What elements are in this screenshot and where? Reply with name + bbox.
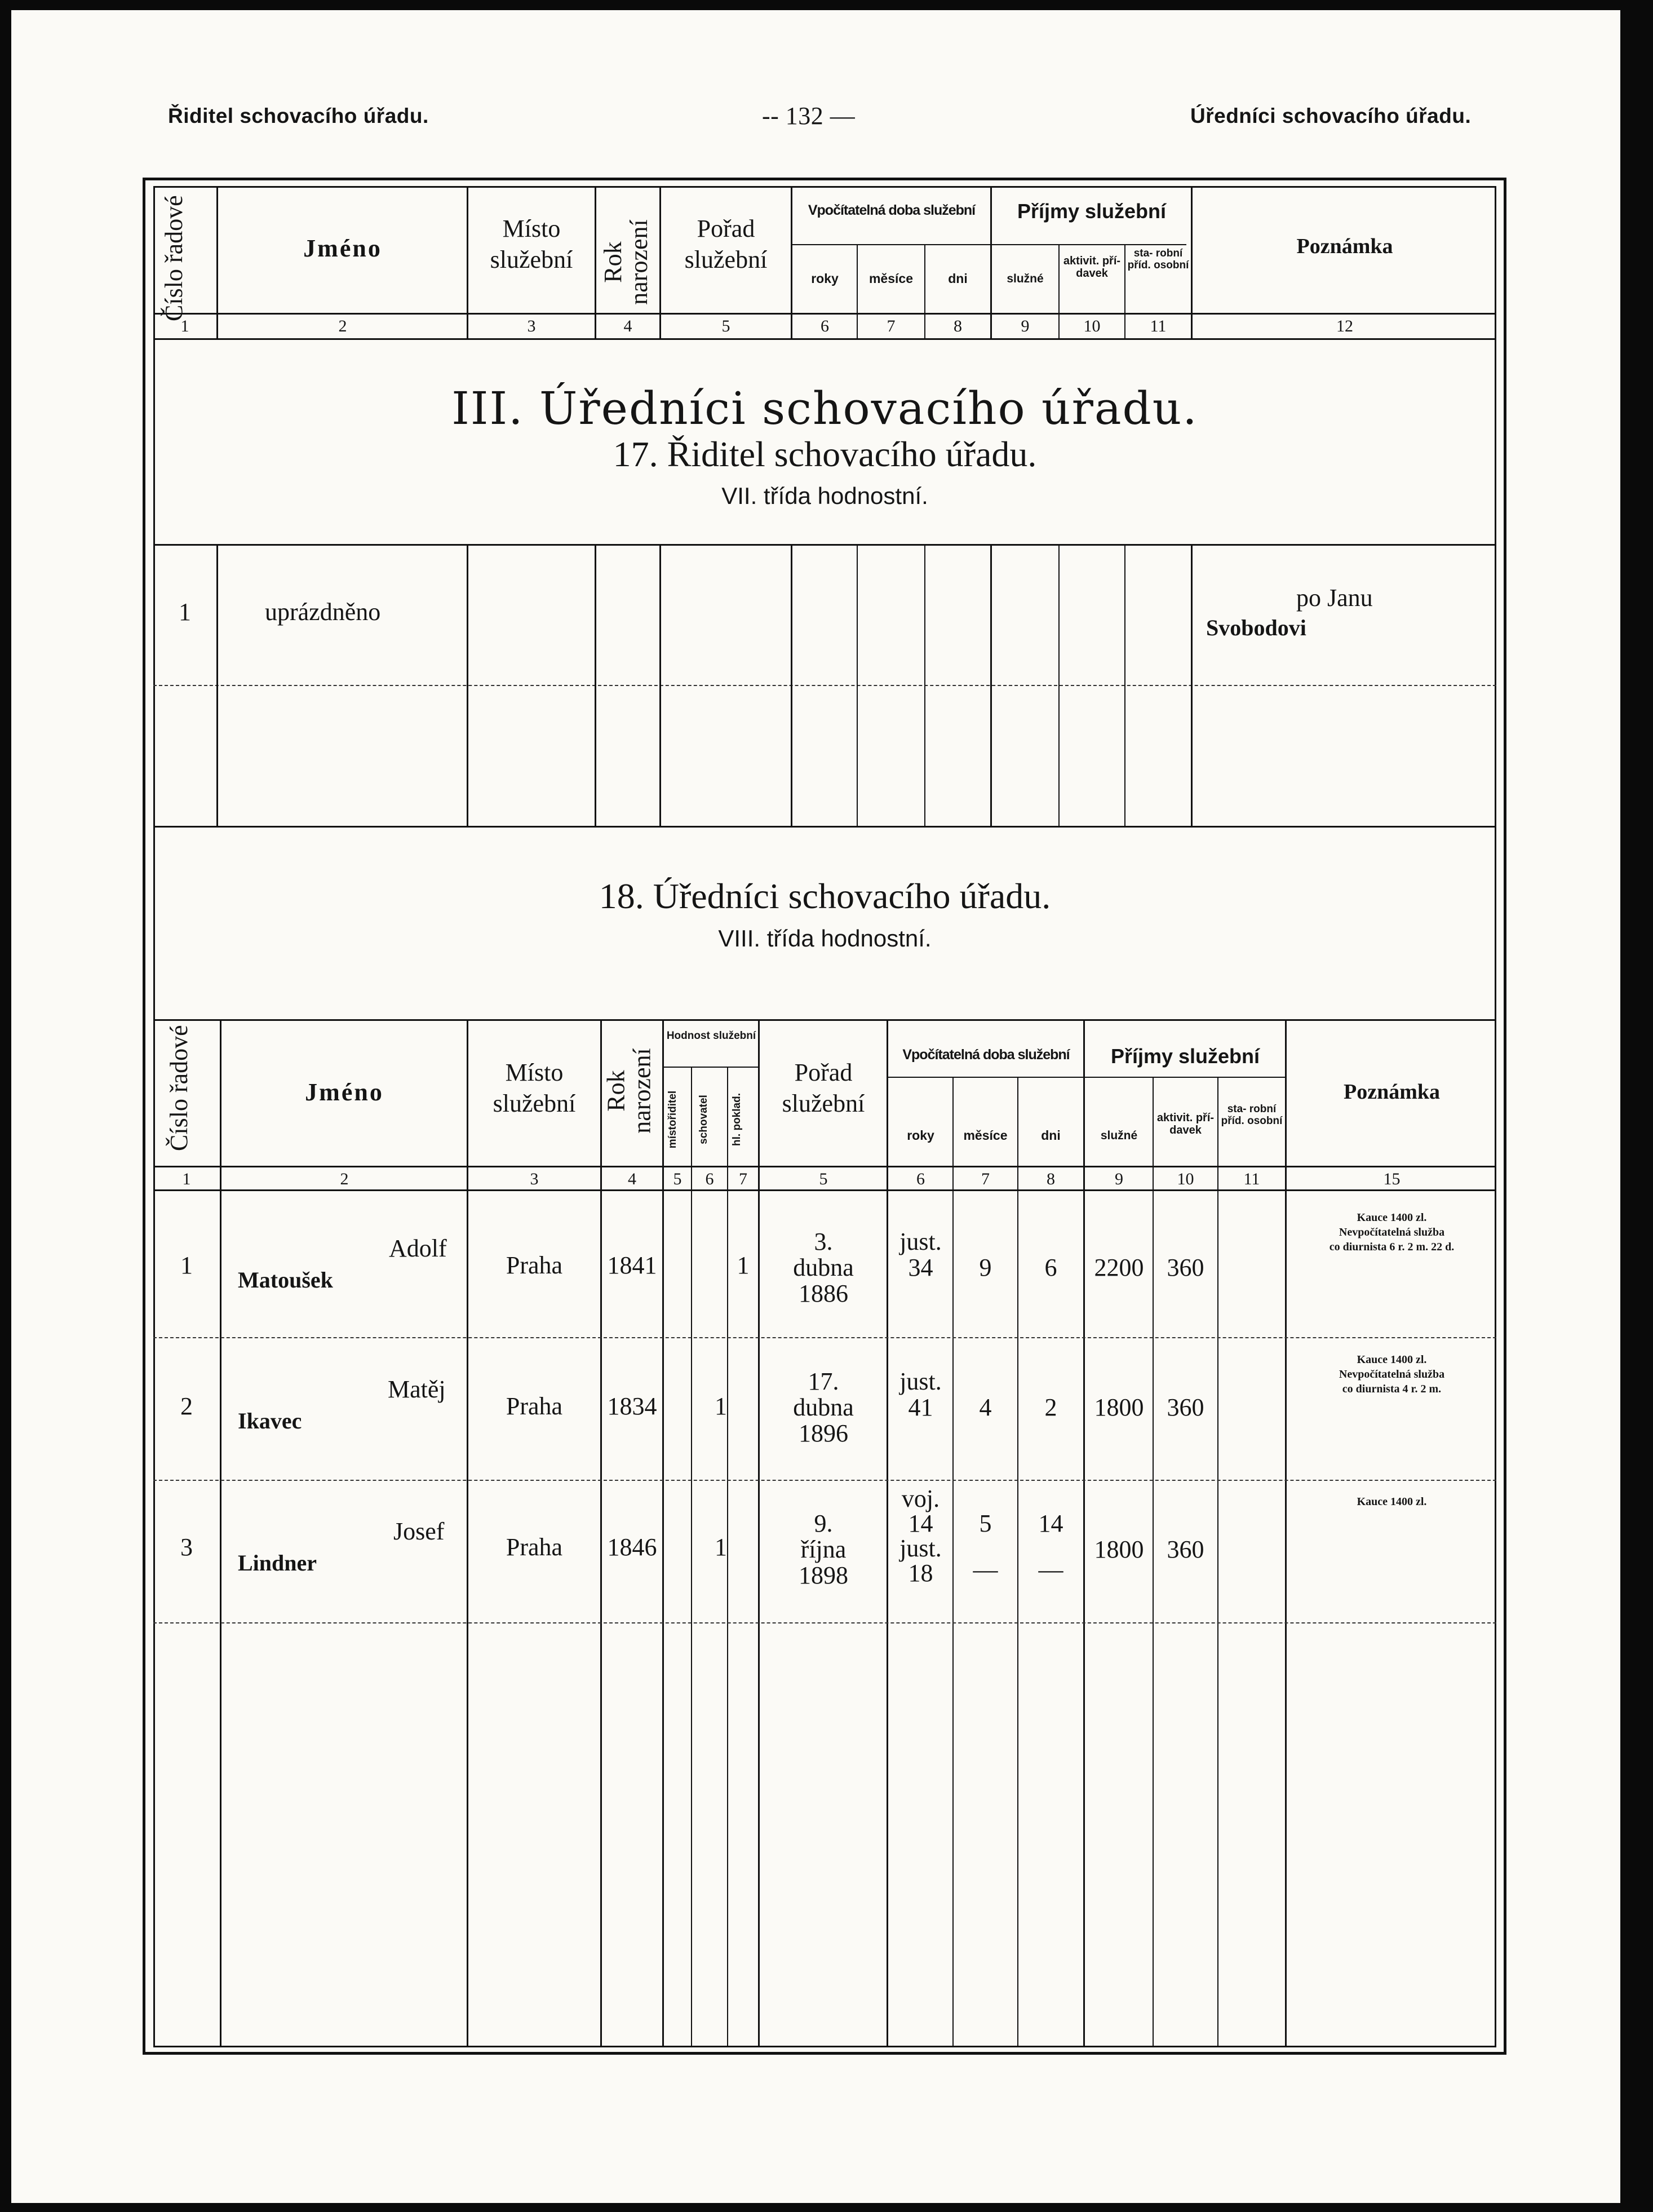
header-dni: dni (948, 271, 968, 286)
header-right: Úředníci schovacího úřadu. (1190, 104, 1472, 127)
row-number: 2 (180, 1392, 193, 1420)
header-poznamka: Poznámka (1296, 235, 1393, 258)
years-value: 41 (908, 1393, 933, 1421)
colnum: 9 (1021, 317, 1030, 335)
years-label: voj. (901, 1485, 940, 1512)
colnum: 5 (721, 317, 730, 335)
colnum: 10 (1177, 1170, 1194, 1188)
subsection-17-class: VII. třída hodnostní. (721, 483, 928, 509)
colnum: 2 (340, 1170, 349, 1188)
years-label: just. (899, 1228, 942, 1255)
colnum: 1 (180, 317, 189, 335)
days: 14 (1038, 1510, 1063, 1537)
place: Praha (506, 1533, 563, 1561)
last-name: Ikavec (238, 1408, 302, 1434)
colnum: 7 (887, 317, 896, 335)
salary: 1800 (1094, 1393, 1144, 1421)
last-name: Lindner (238, 1550, 317, 1576)
place: Praha (506, 1251, 563, 1279)
header-mesice: měsíce (868, 271, 913, 286)
header2-roky: roky (907, 1128, 934, 1143)
months-dash: — (973, 1556, 998, 1583)
vacant-name: uprázdněno (265, 598, 381, 626)
section-title: III. Úředníci schovacího úřadu. (451, 382, 1198, 435)
colnum: 8 (954, 317, 962, 335)
months: 5 (979, 1510, 992, 1537)
note-line: Kauce 1400 zl. (1357, 1211, 1427, 1224)
note-line: Kauce 1400 zl. (1357, 1353, 1427, 1366)
header2-jmeno: Jméno (305, 1078, 384, 1106)
header2-mesice: měsíce (963, 1128, 1008, 1143)
days-dash: — (1038, 1556, 1063, 1583)
first-name: Matěj (388, 1375, 446, 1403)
order-year: 1898 (799, 1561, 848, 1589)
header-misto: Místo služební (490, 215, 573, 273)
header2-hodnost: Hodnost služební (666, 1030, 756, 1042)
subsection-18-class: VIII. třída hodnostní. (718, 925, 932, 952)
header2-doba: Vpočítatelná doba služební (902, 1047, 1070, 1063)
header2-mistoriditel: místořiditel (667, 1090, 679, 1149)
colnum: 11 (1150, 317, 1167, 335)
subsection-17-title: 17. Řiditel schovacího úřadu. (613, 434, 1037, 474)
order-year: 1886 (799, 1280, 848, 1307)
header-left: Řiditel schovacího úřadu. (168, 104, 429, 127)
colnum: 4 (623, 317, 632, 335)
header2-hlpoklad: hl. poklad. (731, 1093, 743, 1146)
header2-misto: Místo služební (493, 1059, 576, 1117)
birth-year: 1846 (607, 1533, 657, 1561)
order-month: října (800, 1536, 847, 1563)
years-label: just. (899, 1368, 942, 1395)
header-cislo: Číslo řadové (160, 195, 188, 321)
rule (792, 244, 1186, 245)
colnum: 11 (1243, 1170, 1260, 1188)
order-month: dubna (793, 1393, 854, 1421)
header2-aktivit: aktivit. pří- davek (1156, 1112, 1215, 1136)
row-number: 1 (180, 1251, 193, 1279)
note-line: Kauce 1400 zl. (1357, 1496, 1427, 1508)
salary: 1800 (1094, 1536, 1144, 1563)
active-allowance: 360 (1167, 1536, 1204, 1563)
last-name: Matoušek (238, 1267, 333, 1293)
colnum: 6 (916, 1170, 925, 1188)
colnum: 4 (628, 1170, 636, 1188)
note-line: Nevpočítatelná služba (1339, 1226, 1445, 1238)
note-line: co diurnista 6 r. 2 m. 22 d. (1329, 1241, 1455, 1253)
subsection-18-title: 18. Úředníci schovacího úřadu. (599, 876, 1051, 916)
days: 2 (1044, 1393, 1057, 1421)
order-day: 9. (814, 1510, 833, 1537)
colnum: 1 (182, 1170, 191, 1188)
years-label: just. (899, 1534, 942, 1562)
rule (153, 338, 1496, 340)
active-allowance: 360 (1167, 1393, 1204, 1421)
first-name: Adolf (389, 1235, 447, 1262)
header2-sluzne: služné (1100, 1129, 1138, 1142)
note-line: co diurnista 4 r. 2 m. (1342, 1383, 1442, 1395)
years-value: 14 (908, 1510, 933, 1537)
header2-prijmy: Příjmy služební (1110, 1045, 1260, 1068)
note-line: Nevpočítatelná služba (1339, 1368, 1445, 1381)
vacant-note-1: po Janu (1296, 584, 1373, 612)
header-doba: Vpočítatelná doba služební (808, 202, 976, 218)
colnum: 8 (1047, 1170, 1055, 1188)
header-porad: Pořad služební (684, 215, 768, 273)
rank-schovatel: 1 (715, 1533, 727, 1561)
row-number: 3 (180, 1533, 193, 1561)
header2-poznamka: Poznámka (1344, 1080, 1440, 1104)
header-sluzne: služné (1007, 272, 1044, 285)
order-day: 17. (808, 1368, 839, 1395)
birth-year: 1841 (607, 1251, 657, 1279)
years-value: 18 (908, 1559, 933, 1587)
header-jmeno: Jméno (303, 235, 382, 262)
rank-schovatel: 1 (715, 1392, 727, 1420)
rule (153, 313, 1496, 315)
order-month: dubna (793, 1254, 854, 1281)
header-starobni: sta- robní příd. osobní (1127, 247, 1189, 271)
header2-starobni: sta- robní příd. osobní (1221, 1103, 1283, 1127)
days: 6 (1044, 1254, 1057, 1281)
order-year: 1896 (799, 1419, 848, 1447)
colnum: 6 (821, 317, 829, 335)
colnum: 5 (673, 1170, 682, 1188)
header-roky: roky (811, 271, 839, 286)
vacant-note-2: Svobodovi (1206, 615, 1306, 640)
colnum: 15 (1383, 1170, 1401, 1188)
months: 9 (979, 1254, 992, 1281)
vacant-number: 1 (179, 598, 191, 626)
header2-schovatel: schovatel (698, 1095, 710, 1144)
years-value: 34 (908, 1254, 933, 1281)
active-allowance: 360 (1167, 1254, 1204, 1281)
header2-rok: Rok narození (602, 1048, 656, 1134)
colnum: 3 (530, 1170, 539, 1188)
order-day: 3. (814, 1228, 833, 1255)
salary: 2200 (1094, 1254, 1144, 1281)
colnum: 7 (739, 1170, 747, 1188)
header2-porad: Pořad služební (782, 1059, 865, 1117)
header-prijmy: Příjmy služební (1017, 200, 1167, 223)
page-number: -- 132 — (762, 102, 856, 130)
colnum: 3 (527, 317, 536, 335)
header2-cislo: Číslo řadové (165, 1025, 193, 1151)
colnum: 5 (819, 1170, 828, 1188)
colnum: 6 (705, 1170, 714, 1188)
rank-hl-poklad: 1 (737, 1251, 750, 1279)
birth-year: 1834 (607, 1392, 657, 1420)
header-rok: Rok narození (599, 219, 653, 305)
colnum: 2 (338, 317, 347, 335)
first-name: Josef (393, 1518, 445, 1545)
header2-dni: dni (1041, 1128, 1061, 1143)
colnum: 10 (1083, 317, 1101, 335)
colnum: 7 (981, 1170, 990, 1188)
place: Praha (506, 1392, 563, 1420)
colnum: 12 (1336, 317, 1353, 335)
header-aktivit: aktivit. pří- davek (1063, 255, 1121, 280)
months: 4 (979, 1393, 992, 1421)
colnum: 9 (1115, 1170, 1123, 1188)
